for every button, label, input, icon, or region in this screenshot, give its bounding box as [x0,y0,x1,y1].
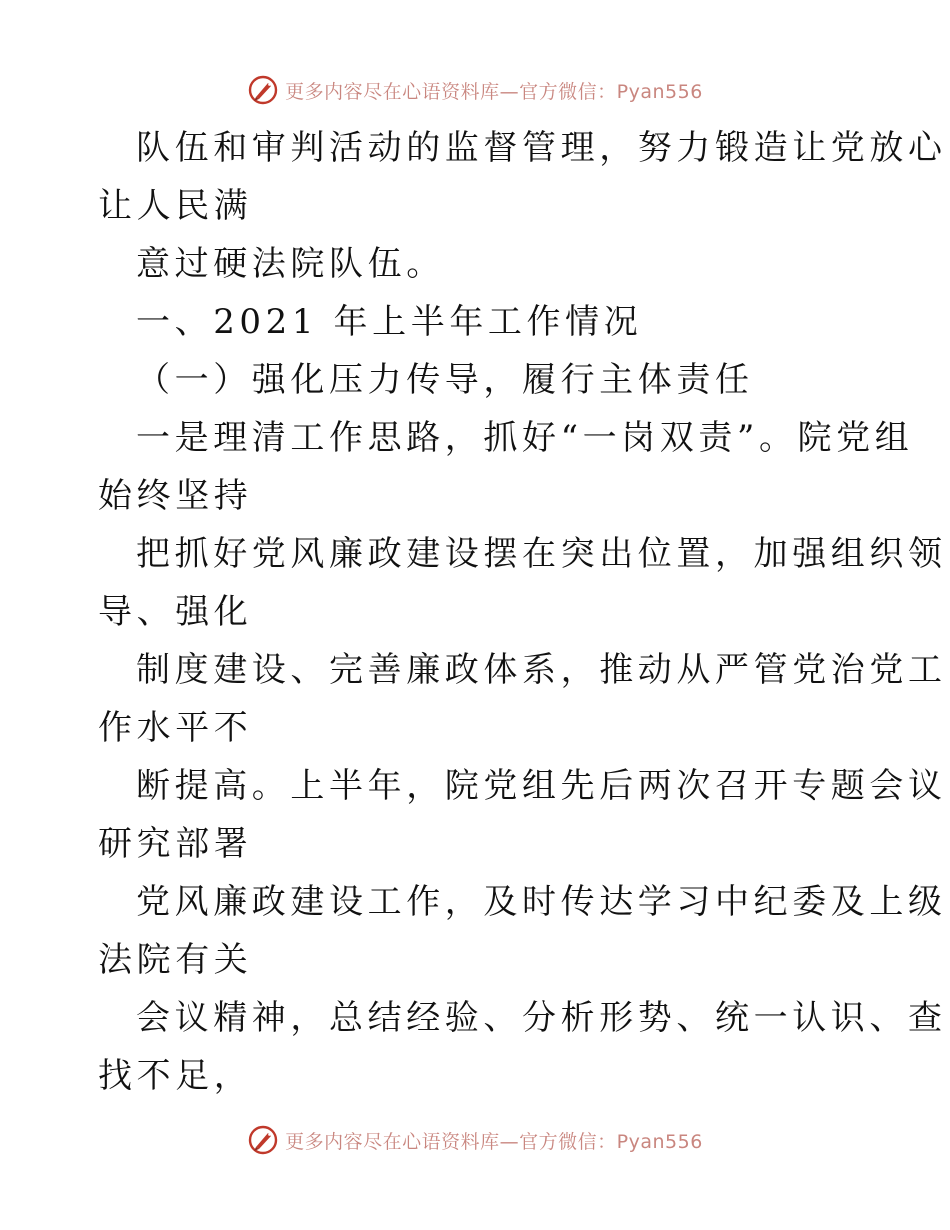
paragraph-line: 找不足， [98,1056,253,1096]
paragraph-line: 法院有关 [98,940,253,980]
watermark-text: 更多内容尽在心语资料库—官方微信：Pyan556 [285,80,703,103]
paragraph-line: 研究部署 [98,824,253,864]
paragraph-line: 始终坚持 [98,476,253,516]
paragraph-line: 会议精神，总结经验、分析形势、统一认识、查 [136,998,947,1038]
paragraph-line: 断提高。上半年，院党组先后两次召开专题会议 [136,766,947,806]
paragraph-line: 让人民满 [98,186,253,226]
paragraph-line: 一是理清工作思路，抓好“一岗双责”。院党组 [136,418,914,458]
paragraph-line: 意过硬法院队伍。 [136,244,445,284]
paragraph-line: 党风廉政建设工作，及时传达学习中纪委及上级 [136,882,947,922]
paragraph-line: 制度建设、完善廉政体系，推动从严管党治党工 [136,650,947,690]
watermark-text: 更多内容尽在心语资料库—官方微信：Pyan556 [285,1130,703,1153]
quill-pen-logo-icon [247,1124,279,1156]
paragraph-line: 把抓好党风廉政建设摆在突出位置，加强组织领 [136,534,947,574]
footer-watermark [0,1120,950,1160]
paragraph-line: 导、强化 [98,592,253,632]
subsection-heading: （一）强化压力传导，履行主体责任 [136,360,754,400]
paragraph-line: 队伍和审判活动的监督管理，努力锻造让党放心 [136,128,947,168]
paragraph-line: 作水平不 [98,708,253,748]
section-heading: 一、2021 年上半年工作情况 [136,302,643,342]
